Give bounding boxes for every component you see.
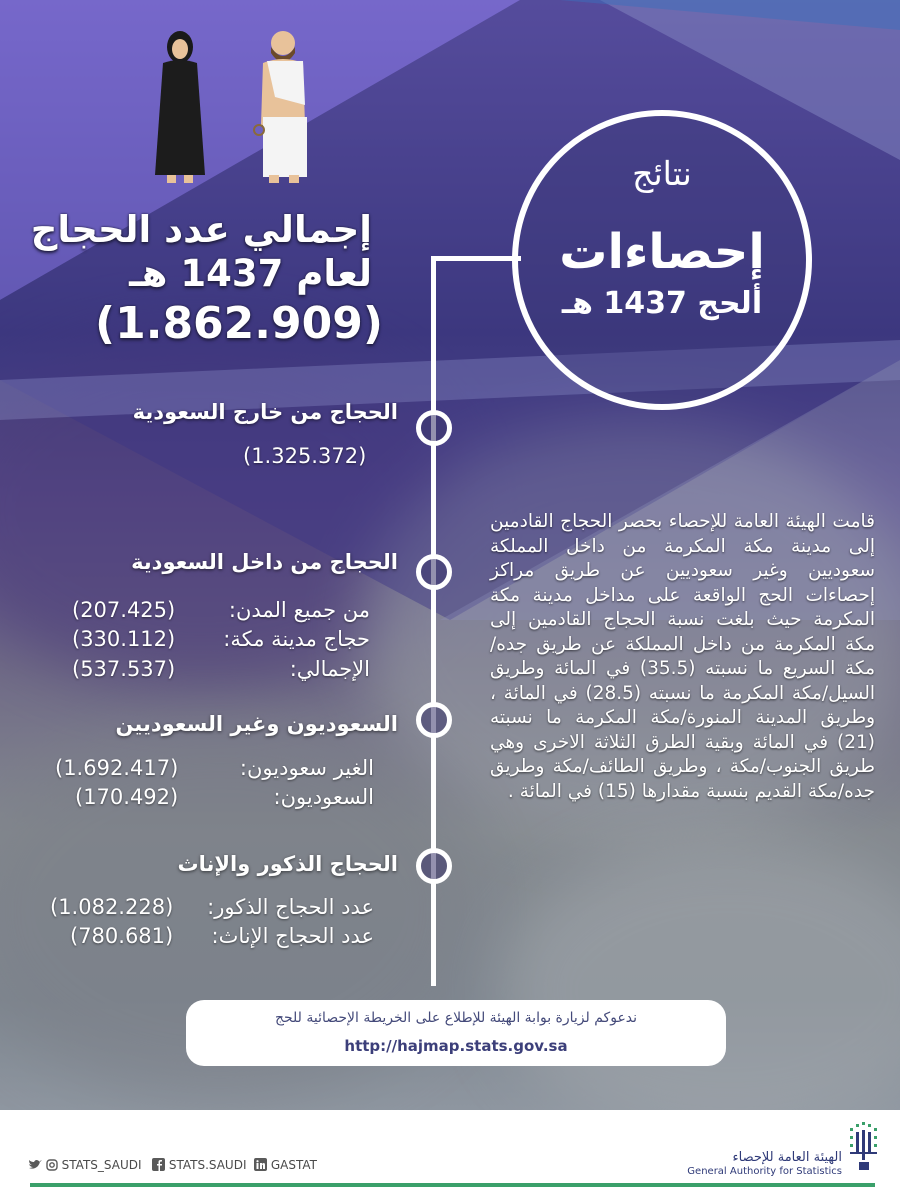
results-badge xyxy=(512,110,812,410)
org-name-english: General Authority for Statistics xyxy=(687,1166,842,1177)
inside-row-label: حجاج مدينة مكة: xyxy=(223,627,370,651)
linkedin-icon xyxy=(254,1158,267,1171)
visit-text: ندعوكم لزيارة بوابة الهيئة للإطلاع على الخريطة الإحصائية للحج xyxy=(274,1010,638,1026)
visit-banner xyxy=(186,1000,726,1066)
badge-line3: ألحج 1437 هـ xyxy=(561,286,763,321)
visit-url-link[interactable]: http://hajmap.stats.gov.sa xyxy=(344,1037,568,1055)
description-paragraph: قامت الهيئة العامة للإحصاء بحصر الحجاج القادمين إلى مدينة مكة المكرمة من داخل المملكة سعوديين وغير سعوديين عن طريق مراكز إحصاءات الحج الواقعة على مداخل مدينة مكة المكرمة حيث بلغت نسبة الحجاج القادمين إلى مكة المكرمة من داخل المملكة عن طريق جده/مكة السريع ما نسبته (35.5) في المائة وطريق السيل/مكة المكرمة ما نسبته (28.5) في المائة ، وطريق المدينة المنورة/مكة المكرمة ما نسبته (21) في المائة وبقية الطرق الثلاثة الاخرى وهي طريق الجنوب/مكة ، وطريق الطائف/مكة وطريق جده/مكة القديم بنسبة مقدارها (15) في المائة . xyxy=(490,511,875,802)
timeline-node-nationality xyxy=(416,702,452,738)
linkedin-handle: GASTAT xyxy=(270,1158,317,1172)
section-outside-value: (1.325.372) xyxy=(243,444,367,468)
facebook-icon xyxy=(152,1158,165,1171)
timeline-connector xyxy=(431,256,521,261)
org-name-arabic: الهيئة العامة للإحصاء xyxy=(732,1150,842,1165)
gender-row-value: (1.082.228) xyxy=(50,895,174,919)
inside-row-label: من جميع المدن: xyxy=(228,598,370,622)
section-outside-heading: الحجاج من خارج السعودية xyxy=(132,400,398,424)
section-inside-heading: الحجاج من داخل السعودية xyxy=(131,550,398,574)
section-nationality-heading: السعوديون وغير السعوديين xyxy=(115,712,398,736)
badge-line2: إحصاءات xyxy=(559,224,765,280)
pilgrims-illustration xyxy=(145,25,315,190)
timeline-node-outside xyxy=(416,410,452,446)
social-facebook[interactable] xyxy=(152,1158,247,1172)
twitter-handle: STATS_SAUDI xyxy=(61,1158,142,1172)
nationality-row-label: السعوديون: xyxy=(273,785,374,809)
facebook-handle: STATS.SAUDI xyxy=(168,1158,247,1172)
section-gender-heading: الحجاج الذكور والإناث xyxy=(177,852,398,876)
woman-pilgrim-icon xyxy=(155,31,205,183)
nationality-row-value: (1.692.417) xyxy=(55,756,179,780)
social-linkedin[interactable] xyxy=(254,1158,317,1172)
timeline-node-gender xyxy=(416,848,452,884)
inside-row-value: (330.112) xyxy=(72,627,176,651)
nationality-row-label: الغير سعوديون: xyxy=(239,756,374,780)
inside-row-label: الإجمالي: xyxy=(289,657,370,681)
footer-accent-line xyxy=(30,1183,875,1187)
gender-row-label: عدد الحجاج الإناث: xyxy=(211,924,374,948)
man-pilgrim-icon xyxy=(254,31,307,183)
social-twitter-instagram[interactable] xyxy=(28,1158,142,1172)
twitter-icon xyxy=(28,1159,42,1171)
footer xyxy=(0,1110,900,1200)
gender-row-value: (780.681) xyxy=(70,924,174,948)
inside-row-value: (537.537) xyxy=(72,657,176,681)
instagram-icon xyxy=(46,1159,58,1171)
gender-row-label: عدد الحجاج الذكور: xyxy=(207,895,374,919)
hero-title-line2: لعام 1437 هـ xyxy=(129,252,372,295)
badge-line1: نتائج xyxy=(632,154,692,193)
hero-total: (1.862.909) xyxy=(95,298,383,349)
gastat-logo-icon xyxy=(846,1122,880,1174)
hero-title-line1: إجمالي عدد الحجاج xyxy=(30,208,372,251)
inside-row-value: (207.425) xyxy=(72,598,176,622)
timeline-node-inside xyxy=(416,554,452,590)
nationality-row-value: (170.492) xyxy=(75,785,179,809)
